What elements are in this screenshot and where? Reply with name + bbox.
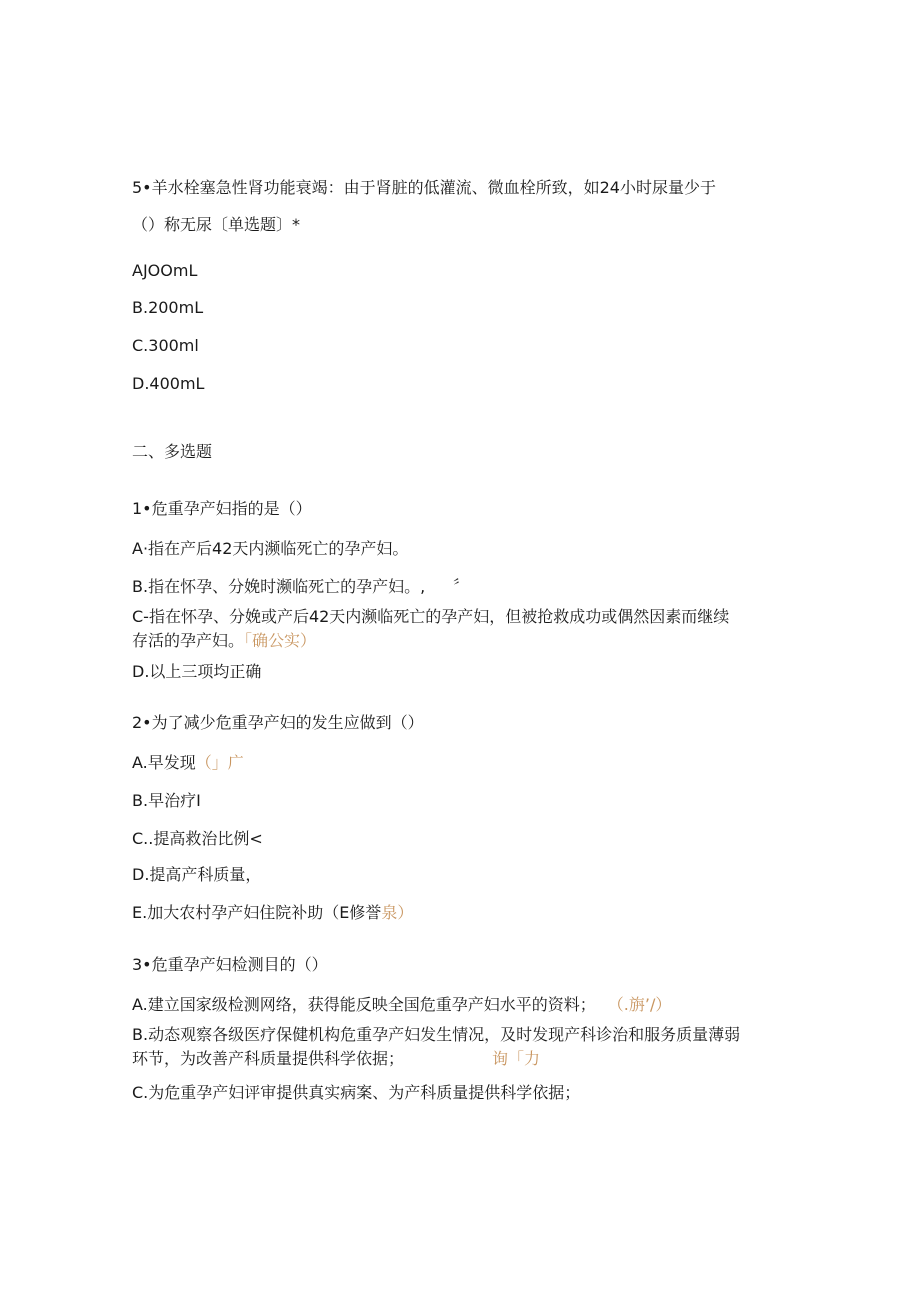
multi-question-3-option-c: C.为危重孕产妇评审提供真实病案、为产科质量提供科学依据； xyxy=(132,1083,581,1102)
option-a-text: A.早发现 xyxy=(132,753,196,772)
multi-question-2-option-b: B.早治疗I xyxy=(132,791,201,810)
multi-question-2: 2•为了减少危重孕产妇的发生应做到（） xyxy=(132,713,424,732)
multi-question-1-option-a: A·指在产后42天内濒临死亡的孕产妇。 xyxy=(132,539,409,558)
question-5-line-2: （）称无尿〔单选题〕* xyxy=(132,215,301,234)
option-b-mark: 〞 xyxy=(453,577,470,596)
option-b-mark: 询「力 xyxy=(492,1049,541,1068)
option-c-correct-mark: 「确公实） xyxy=(244,631,317,650)
multi-question-2-option-c: C..提高救治比例< xyxy=(132,829,263,848)
option-e-mark: 泉） xyxy=(381,903,414,922)
option-e-text: E.加大农村孕产妇住院补助（E修誉 xyxy=(132,903,382,922)
option-b-text: 环节，为改善产科质量提供科学依据； xyxy=(132,1049,405,1068)
multi-question-1-option-c-line-1: C-指在怀孕、分娩或产后42天内濒临死亡的孕产妇，但被抢救成功或偶然因素而继续 xyxy=(132,607,730,626)
multi-question-2-option-a xyxy=(132,752,244,774)
section-heading-multiple-choice: 二、多选题 xyxy=(132,442,213,461)
question-5-option-b: B.200mL xyxy=(132,298,204,317)
multi-question-3-option-b-line-2 xyxy=(132,1048,540,1070)
multi-question-1-option-d: D.以上三项均正确 xyxy=(132,662,262,681)
question-5-line-1: 5•羊水栓塞急性肾功能衰竭：由于肾脏的低灌流、微血栓所致，如24小时尿量少于 xyxy=(132,178,716,197)
multi-question-1: 1•危重孕产妇指的是（） xyxy=(132,499,312,518)
option-a-text: A.建立国家级检测网络，获得能反映全国危重孕产妇水平的资料； xyxy=(132,995,596,1014)
question-5-option-a: AJOOmL xyxy=(132,261,198,280)
question-5-option-c: C.300ml xyxy=(132,336,199,355)
multi-question-3-option-a xyxy=(132,994,671,1016)
option-b-text: B.指在怀孕、分娩时濒临死亡的孕产妇。, xyxy=(132,577,426,596)
multi-question-2-option-e xyxy=(132,902,413,924)
question-5-option-d: D.400mL xyxy=(132,374,205,393)
multi-question-1-option-b xyxy=(132,576,469,598)
option-a-mark: （.旃’/） xyxy=(615,995,672,1014)
option-a-mark: （」广 xyxy=(195,753,244,772)
multi-question-2-option-d: D.提高产科质量， xyxy=(132,865,262,884)
multi-question-1-option-c-line-2 xyxy=(132,630,316,652)
multi-question-3: 3•危重孕产妇检测目的（） xyxy=(132,955,328,974)
option-c-text: 存活的孕产妇。 xyxy=(132,631,245,650)
multi-question-3-option-b-line-1: B.动态观察各级医疗保健机构危重孕产妇发生情况，及时发现产科诊治和服务质量薄弱 xyxy=(132,1025,741,1044)
